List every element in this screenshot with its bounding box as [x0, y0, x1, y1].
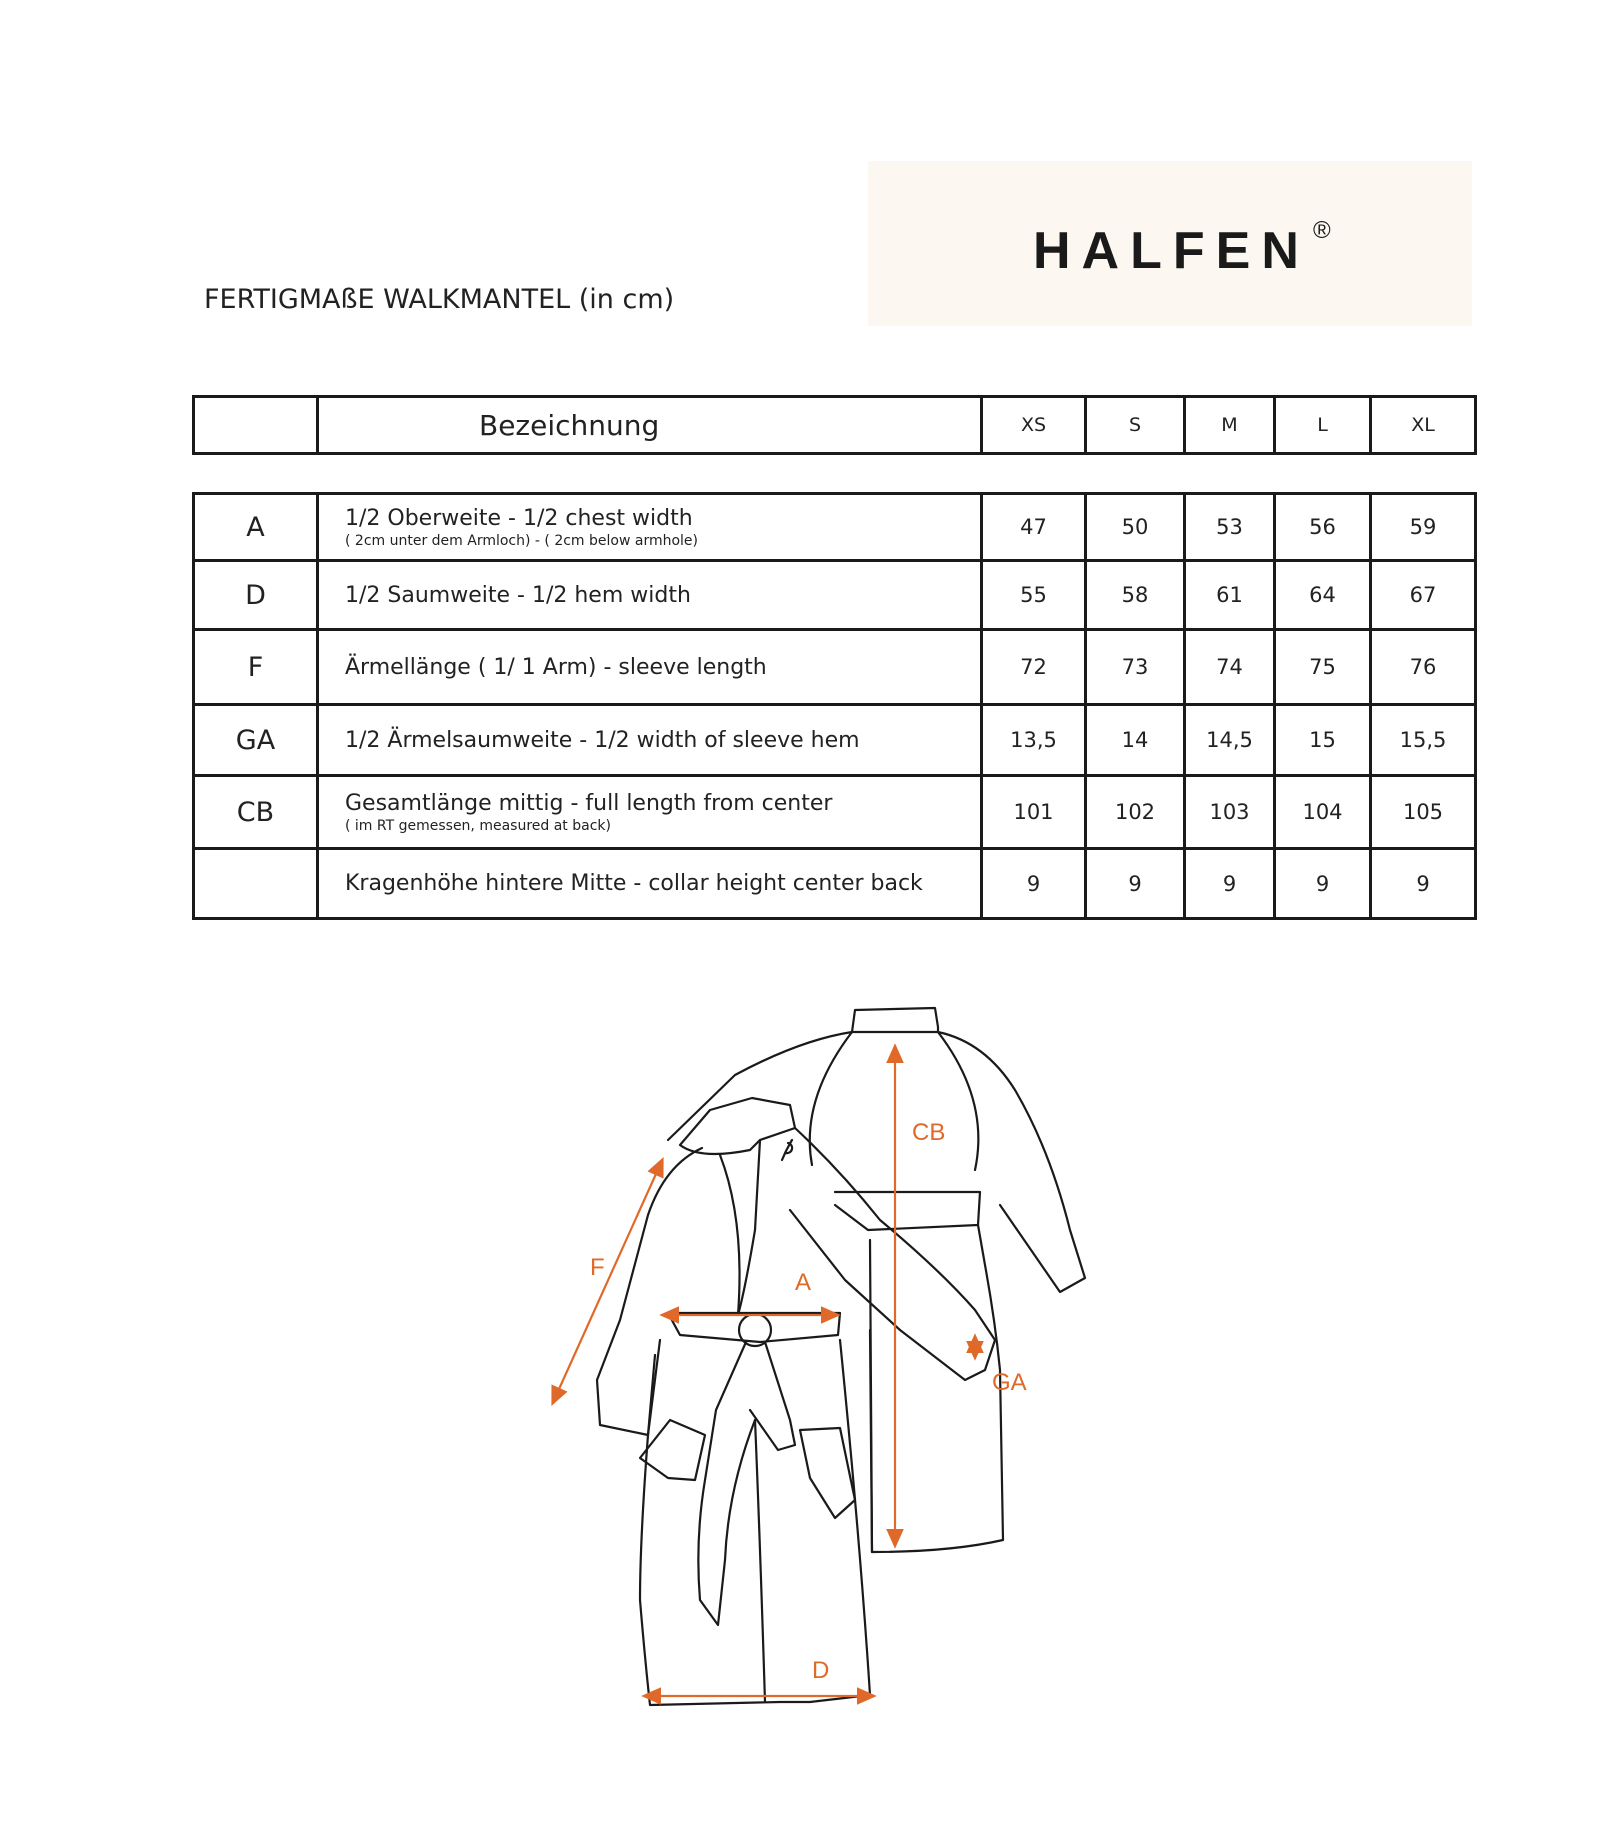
- measurement-table: [192, 492, 1477, 920]
- value-xl: 76: [1371, 630, 1476, 705]
- value-xs: 13,5: [982, 705, 1086, 776]
- value-m: 103: [1185, 776, 1275, 849]
- row-code: F: [194, 630, 318, 705]
- row-code: A: [194, 494, 318, 561]
- table-row: [194, 561, 1476, 630]
- header-size-m: M: [1185, 397, 1275, 454]
- row-description: 1/2 Ärmelsaumweite - 1/2 width of sleeve hem: [345, 727, 860, 753]
- header-description: Bezeichnung: [318, 397, 982, 454]
- value-xs: 47: [982, 494, 1086, 561]
- value-xl: 105: [1371, 776, 1476, 849]
- header-size-l: L: [1275, 397, 1371, 454]
- label-cb: CB: [912, 1119, 946, 1146]
- value-s: 73: [1086, 630, 1185, 705]
- row-description-cell: [318, 561, 982, 630]
- header-size-xl: XL: [1371, 397, 1476, 454]
- value-s: 50: [1086, 494, 1185, 561]
- value-s: 102: [1086, 776, 1185, 849]
- row-description-cell: [318, 705, 982, 776]
- table-row: [194, 705, 1476, 776]
- value-xl: 67: [1371, 561, 1476, 630]
- value-m: 9: [1185, 849, 1275, 919]
- row-description: Ärmellänge ( 1/ 1 Arm) - sleeve length: [345, 654, 767, 680]
- coat-diagram: [0, 980, 1600, 1740]
- label-ga: GA: [992, 1369, 1027, 1396]
- header-size-xs: XS: [982, 397, 1086, 454]
- header-code-cell: [194, 397, 318, 454]
- value-s: 58: [1086, 561, 1185, 630]
- row-description-cell: [318, 630, 982, 705]
- value-xs: 72: [982, 630, 1086, 705]
- value-xl: 9: [1371, 849, 1476, 919]
- value-xl: 15,5: [1371, 705, 1476, 776]
- measure-f-arrow: [555, 1165, 660, 1398]
- row-description: Kragenhöhe hintere Mitte - collar height center back: [345, 871, 923, 896]
- row-note: ( 2cm unter dem Armloch) - ( 2cm below armhole): [345, 532, 699, 549]
- header-size-s: S: [1086, 397, 1185, 454]
- label-d: D: [812, 1657, 830, 1684]
- value-xs: 55: [982, 561, 1086, 630]
- value-xs: 101: [982, 776, 1086, 849]
- value-l: 9: [1275, 849, 1371, 919]
- value-xl: 59: [1371, 494, 1476, 561]
- document-title: FERTIGMAßE WALKMANTEL (in cm): [204, 284, 675, 315]
- table-row: [194, 494, 1476, 561]
- value-l: 15: [1275, 705, 1371, 776]
- value-s: 14: [1086, 705, 1185, 776]
- coat-back-view: [668, 1008, 1085, 1552]
- brand-logo-box: [868, 161, 1472, 326]
- row-code: [194, 849, 318, 919]
- row-description: 1/2 Oberweite - 1/2 chest width: [345, 505, 693, 531]
- header-row: [194, 397, 1476, 454]
- table-row: [194, 776, 1476, 849]
- row-description-cell: [318, 776, 982, 849]
- value-l: 75: [1275, 630, 1371, 705]
- coat-front-view: [597, 1098, 995, 1705]
- value-m: 53: [1185, 494, 1275, 561]
- registered-mark: ®: [1313, 217, 1331, 244]
- row-description-cell: [318, 494, 982, 561]
- row-note: ( im RT gemessen, measured at back): [345, 817, 611, 834]
- value-m: 74: [1185, 630, 1275, 705]
- value-m: 14,5: [1185, 705, 1275, 776]
- value-l: 64: [1275, 561, 1371, 630]
- label-f: F: [590, 1254, 605, 1281]
- size-header-table: [192, 395, 1477, 455]
- brand-logo: HALFEN: [1033, 222, 1310, 280]
- row-description: 1/2 Saumweite - 1/2 hem width: [345, 582, 691, 608]
- table-row: [194, 849, 1476, 919]
- value-s: 9: [1086, 849, 1185, 919]
- row-code: CB: [194, 776, 318, 849]
- row-code: D: [194, 561, 318, 630]
- table-row: [194, 630, 1476, 705]
- row-code: GA: [194, 705, 318, 776]
- value-m: 61: [1185, 561, 1275, 630]
- label-a: A: [795, 1269, 812, 1296]
- row-description: Gesamtlänge mittig - full length from center: [345, 790, 833, 816]
- row-description-cell: [318, 849, 982, 919]
- value-xs: 9: [982, 849, 1086, 919]
- value-l: 104: [1275, 776, 1371, 849]
- value-l: 56: [1275, 494, 1371, 561]
